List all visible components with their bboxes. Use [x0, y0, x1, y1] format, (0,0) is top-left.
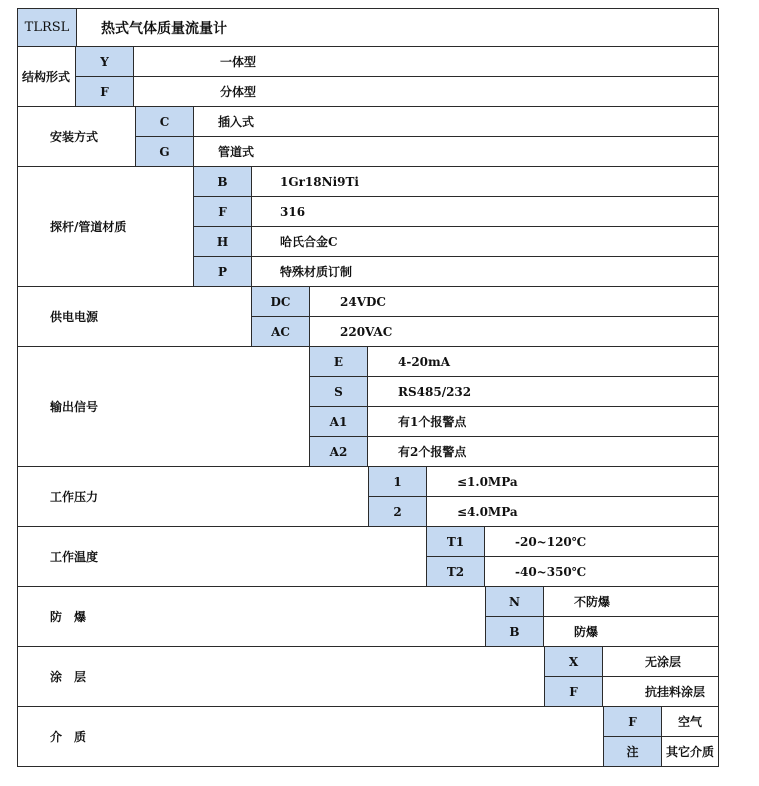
option-code: F — [193, 196, 252, 227]
group-label: 介 质 — [17, 706, 604, 767]
option-description: 有2个报警点 — [367, 436, 719, 467]
option-description: 防爆 — [543, 616, 719, 647]
option-code: H — [193, 226, 252, 257]
group-label: 涂 层 — [17, 646, 545, 707]
option-description: 插入式 — [193, 106, 719, 137]
option-description: 一体型 — [133, 46, 719, 77]
option-code: F — [544, 676, 603, 707]
option-code: B — [193, 166, 252, 197]
option-code: N — [485, 586, 544, 617]
option-description: 1Gr18Ni9Ti — [251, 166, 719, 197]
option-code: A1 — [309, 406, 368, 437]
option-description: 316 — [251, 196, 719, 227]
option-code: P — [193, 256, 252, 287]
option-code: E — [309, 346, 368, 377]
option-code: AC — [251, 316, 310, 347]
option-code: F — [75, 76, 134, 107]
option-description: 分体型 — [133, 76, 719, 107]
option-code: 1 — [368, 466, 427, 497]
option-code: X — [544, 646, 603, 677]
option-description: 4-20mA — [367, 346, 719, 377]
group-label: 输出信号 — [17, 346, 310, 467]
group-label: 结构形式 — [17, 46, 76, 107]
option-description: RS485/232 — [367, 376, 719, 407]
option-code: T2 — [426, 556, 485, 587]
option-description: -40~350℃ — [484, 556, 719, 587]
option-code: S — [309, 376, 368, 407]
option-description: 不防爆 — [543, 586, 719, 617]
group-label: 工作压力 — [17, 466, 369, 527]
group-label: 供电电源 — [17, 286, 252, 347]
option-code: T1 — [426, 526, 485, 557]
option-description: 24VDC — [309, 286, 719, 317]
option-code: 2 — [368, 496, 427, 527]
option-code: B — [485, 616, 544, 647]
selection-table — [17, 8, 719, 772]
option-description: 220VAC — [309, 316, 719, 347]
group-label: 工作温度 — [17, 526, 427, 587]
option-code: 注 — [603, 736, 662, 767]
option-description: -20~120℃ — [484, 526, 719, 557]
option-code: DC — [251, 286, 310, 317]
option-description: 特殊材质订制 — [251, 256, 719, 287]
option-description: 无涂层 — [602, 646, 719, 677]
option-code: Y — [75, 46, 134, 77]
group-label: 安装方式 — [17, 106, 136, 167]
option-description: ≤1.0MPa — [426, 466, 719, 497]
option-code: F — [603, 706, 662, 737]
option-description: 有1个报警点 — [367, 406, 719, 437]
option-description: 空气 — [661, 706, 719, 737]
option-code: G — [135, 136, 194, 167]
group-label: 探杆/管道材质 — [17, 166, 194, 287]
option-description: 其它介质 — [661, 736, 719, 767]
option-description: 管道式 — [193, 136, 719, 167]
option-description: ≤4.0MPa — [426, 496, 719, 527]
group-label: 防 爆 — [17, 586, 486, 647]
option-code: C — [135, 106, 194, 137]
option-code: A2 — [309, 436, 368, 467]
product-title: 热式气体质量流量计 — [76, 8, 719, 47]
model-code-cell: TLRSL — [17, 8, 77, 47]
option-description: 抗挂料涂层 — [602, 676, 719, 707]
option-description: 哈氏合金C — [251, 226, 719, 257]
